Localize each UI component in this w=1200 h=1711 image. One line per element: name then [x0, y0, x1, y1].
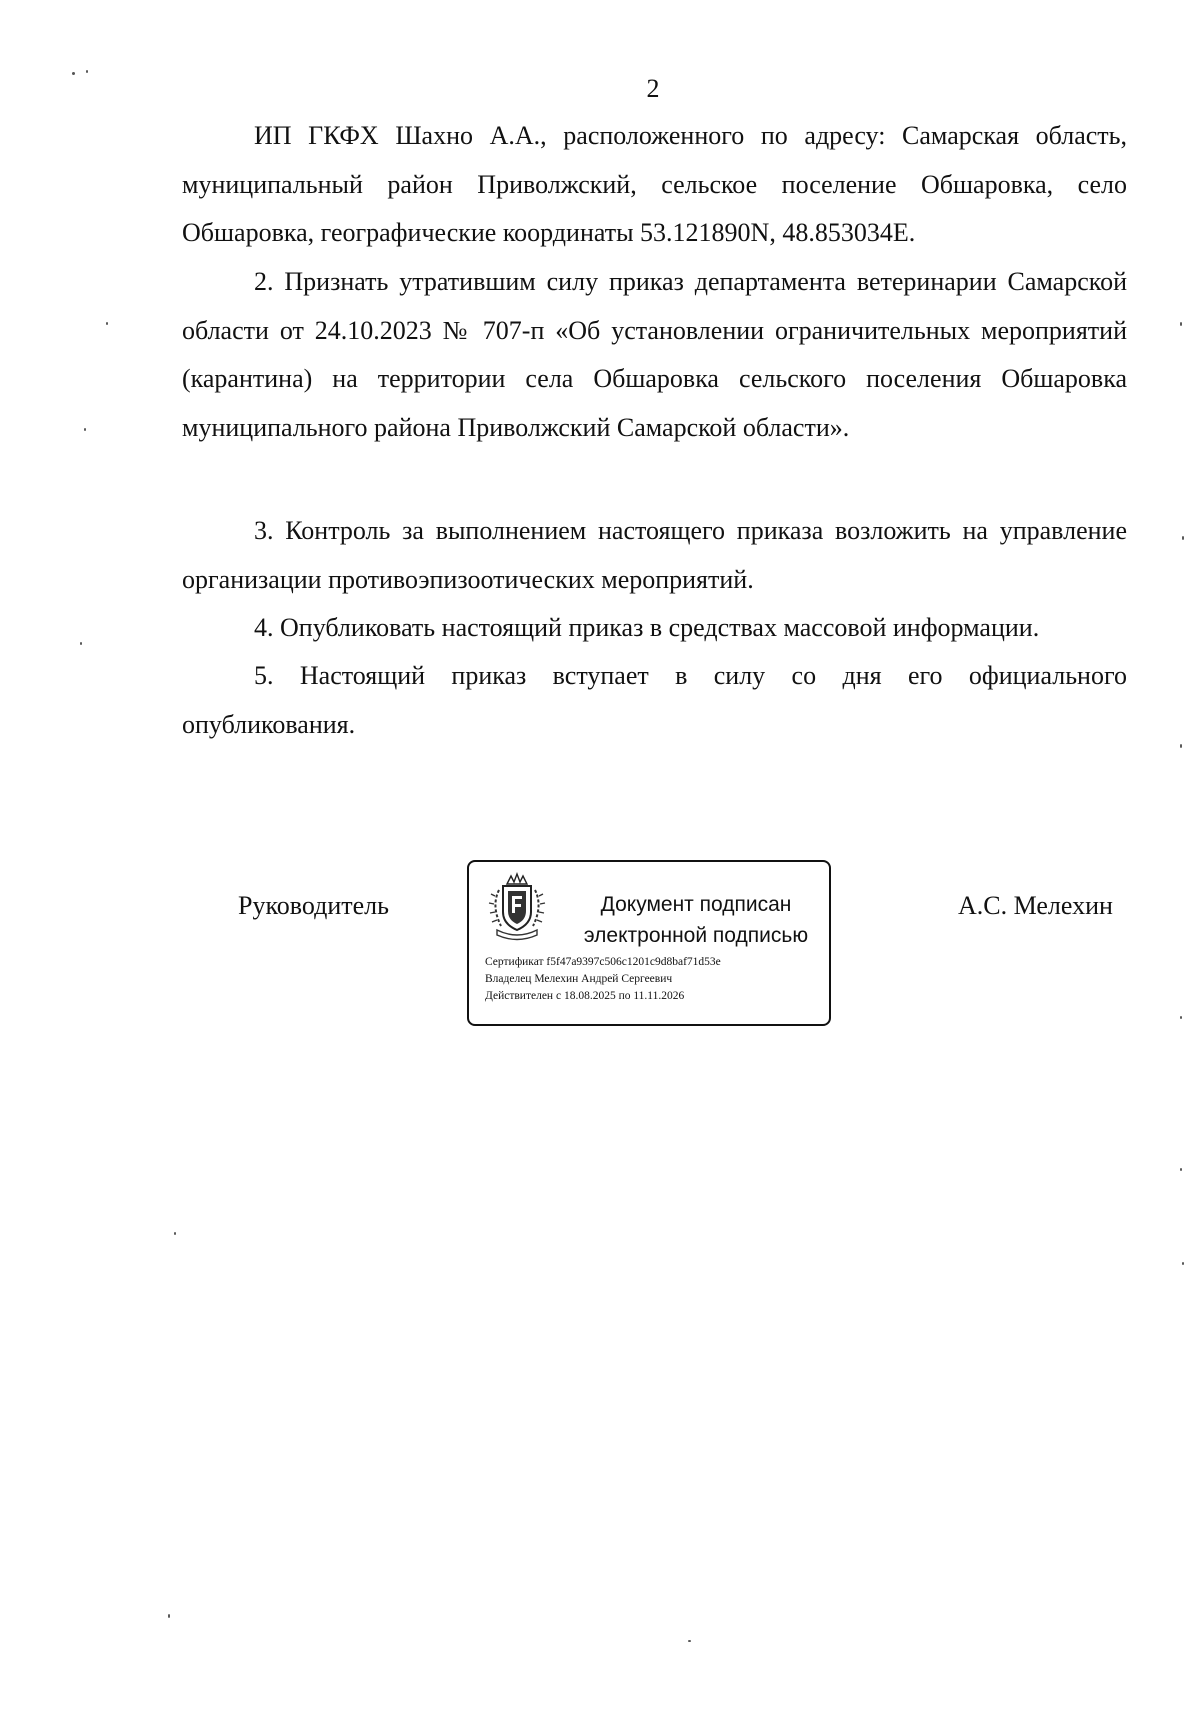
paragraph-item-4: 4. Опубликовать настоящий приказ в средствах массовой информации.	[254, 613, 1040, 642]
stamp-title	[565, 889, 827, 951]
scan-speck	[84, 428, 86, 431]
scan-speck	[72, 72, 75, 75]
signatory-role: Руководитель	[238, 891, 389, 920]
stamp-title-line-1: Документ подписан	[600, 893, 792, 916]
stamp-title-line-2: электронной подписью	[583, 924, 809, 947]
paragraph-continuation: ИП ГКФХ Шахно А.А., расположенного по адресу: Самарская область, муниципальный район Приволжский, сельское поселение Обшаровка, село Обшаровка, географические координаты 53.121890N, 48.853034E.	[182, 121, 1127, 247]
coat-of-arms-icon	[485, 872, 549, 944]
stamp-details	[485, 954, 825, 1005]
scan-speck	[174, 1232, 176, 1235]
electronic-signature-stamp	[467, 860, 831, 1026]
stamp-certificate: Сертификат f5f47a9397c506c1201c9d8baf71d53e	[485, 956, 721, 968]
scan-speck	[86, 70, 88, 73]
stamp-validity: Действителен с 18.08.2025 по 11.11.2026	[485, 990, 685, 1002]
paragraph-item-5: 5. Настоящий приказ вступает в силу со дня его официального опубликования.	[182, 661, 1127, 739]
scan-speck	[168, 1614, 170, 1618]
scan-speck	[1182, 1262, 1184, 1265]
scan-speck	[688, 1640, 691, 1642]
scan-speck	[80, 642, 82, 645]
scan-speck	[1180, 1168, 1182, 1171]
scan-speck	[1182, 536, 1184, 540]
stamp-owner: Владелец Мелехин Андрей Сергеевич	[485, 973, 673, 985]
paragraph-item-2: 2. Признать утратившим силу приказ департамента ветеринарии Самарской области от 24.10.2023 № 707-п «Об установлении ограничительных мероприятий (карантина) на территории села Обшаровка сельского поселения Обшаровка муниципального района Приволжский Самарской области».	[182, 267, 1127, 442]
scan-speck	[1180, 744, 1182, 748]
paragraph-item-3: 3. Контроль за выполнением настоящего приказа возложить на управление организации противоэпизоотических мероприятий.	[182, 516, 1127, 594]
scan-speck	[1180, 322, 1182, 326]
page-number: 2	[646, 74, 660, 103]
signatory-name: А.С. Мелехин	[958, 891, 1113, 920]
scan-speck	[1180, 1016, 1182, 1019]
scan-speck	[106, 322, 108, 325]
